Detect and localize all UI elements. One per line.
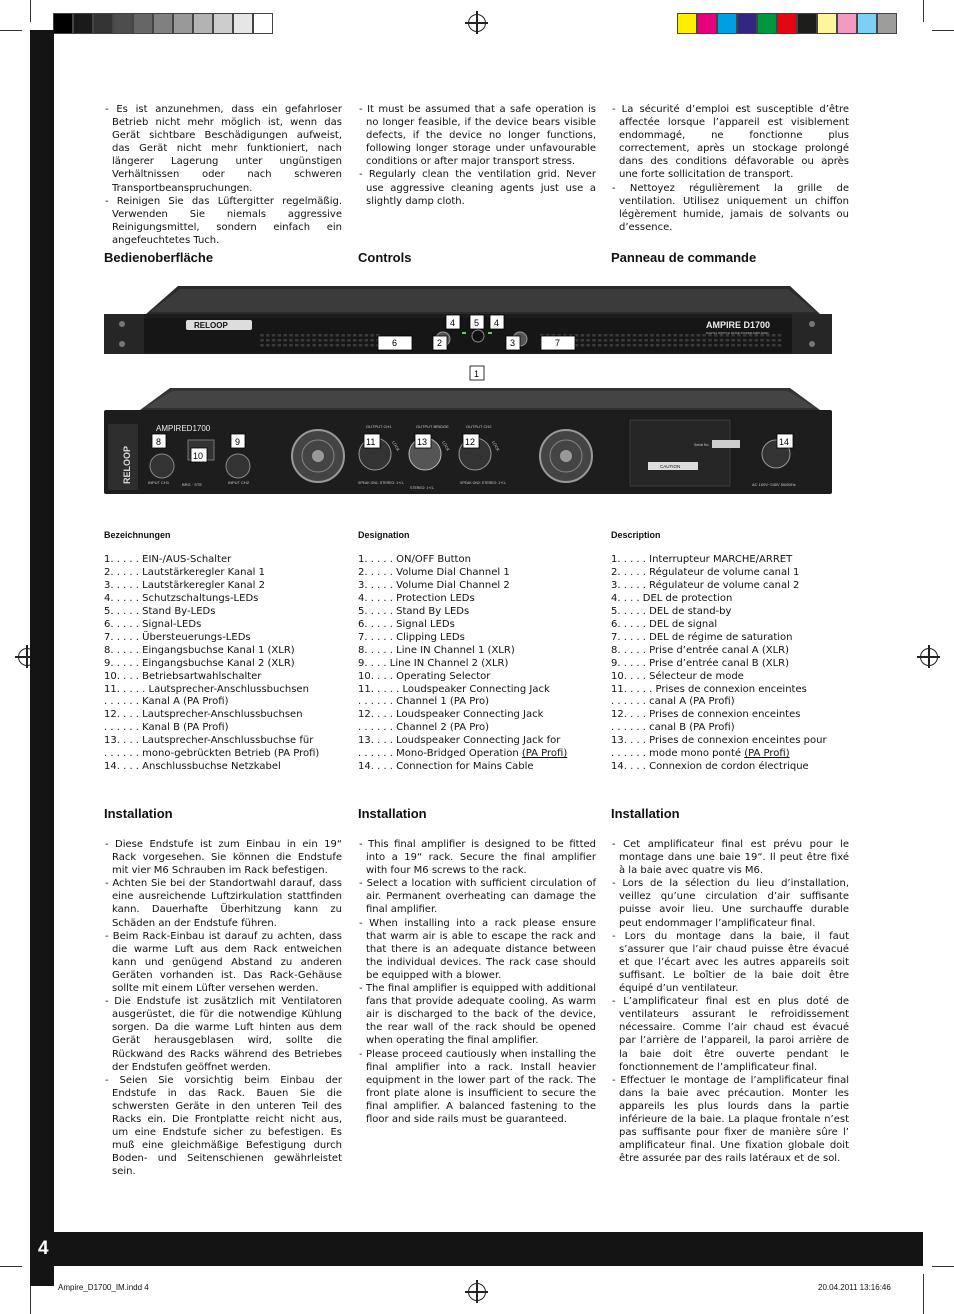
designation-list-de [104,554,319,774]
list-item: . . . . . . Mono-Bridged Operation (PA Profi) [358,748,568,760]
intro-de: - Es ist anzunehmen, dass ein gefahrloser Betrieb nicht mehr möglich ist, wenn das Gerät sichtbare Beschädigungen aufweist, das Gerät nicht mehr funktioniert, nach längerer Lagerung unter ungünstigen Verhältnissen oder nach schweren Transportbeanspruchungen. - Reinigen Sie das Lüftergitter regelmäßig. Verwenden Sie niemals aggressive Reinigungsmittel, sondern einfach ein angefeuchtetes Tuch. [105,104,342,246]
color-swatch [757,13,777,34]
list-item: . . . . . . canal A (PA Profi) [611,696,735,708]
rear-mains: AC 100V~240V 50/60Hz [752,482,796,487]
list-item-underlined: (PA Profi) [521,748,568,760]
list-item: 2. . . . . Régulateur de volume canal 1 [611,566,800,578]
footer-datetime: 20.04.2011 13:16:46 [818,1283,891,1292]
callout-2: 2 [437,338,443,348]
callout-5: 5 [474,318,480,328]
rear-model-name: AMPIRED1700 [156,424,211,433]
callout-10: 10 [193,451,204,461]
front-panel-view [104,286,832,354]
designation-list-en [358,554,567,774]
list-item: 11. . . . . Lautsprecher-Anschlussbuchsen [104,683,309,695]
color-swatch [213,13,233,34]
intro-fr: - La sécurité d’emploi est susceptible d’être affectée lorsque l’appareil est visiblement endommagé, ne fonctionne plus correctement, après un stockage prolongé dans des conditions défavorable ou après une forte sollicitation de transport. - Nettoyez régulièrement la grille de ventilation. Utilisez uniquement un chiffon légèrement humide, jamais de solvants ou d’essence. [612,104,849,233]
rear-speakon-1: SPEAK ON1: STEREO: 1+/1- [358,481,405,485]
color-swatch [53,13,73,34]
color-swatch [797,13,817,34]
color-swatch [153,13,173,34]
list-item: 13. . . . Lautsprecher-Anschlussbuchse für [104,735,314,747]
color-swatch [253,13,273,34]
color-swatch [697,13,717,34]
list-item: 7. . . . . DEL de régime de saturation [611,631,793,643]
list-item: 3. . . . . Régulateur de volume canal 2 [611,579,800,591]
list-item: 10. . . . Operating Selector [358,670,491,682]
list-item: 10. . . . Sélecteur de mode [611,670,744,682]
heading-controls-de: Bedienoberfläche [104,250,214,265]
color-swatch [777,13,797,34]
color-swatch [113,13,133,34]
list-item: 14. . . . Connexion de cordon électrique [611,761,809,773]
list-item: 3. . . . . Volume Dial Channel 2 [358,579,510,591]
page-number: 4 [38,1238,49,1259]
list-item: 8. . . . . Line IN Channel 1 (XLR) [358,644,515,656]
callout-12: 12 [465,437,476,447]
install-fr: - Cet amplificateur final est prévu pour le montage dans une baie 19“. Il peut être fixé à la baie avec quatre vis M6. - Lors de la sélection du lieu d’installation, veillez qu’une circulation d’air suffisante puisse avoir lieu. Une surchauffe durable peut endommager l’amplificateur final. - Lors du montage dans la baie, il faut s’assurer que l’air chaud puisse être évacué et que l’écart avec les autres appareils soit suffisant. Le boîtier de la baie doit être équipé d’un ventilateur. - L’amplificateur final est en plus doté de ventilateurs assurant le refroidissement nécessaire. Comme l’air chaud est évacué par l’arrière de l’appareil, la paroi arrière de la baie doit être ouverte pendant le fonctionnement de l’amplificateur final. - Effectuer le montage de l’amplificateur final dans la baie avec précaution. Monter les appareils les plus lourds dans la partie inférieure de la baie. La plaque frontale n’est pas suffisante pour fixer de manière sûre l’ amplificateur final. Une fixation globale doit être assurée par des rails latéraux et de sol. [612,839,849,1165]
callout-11: 11 [366,437,376,447]
list-item: 4. . . . . Schutzschaltungs-LEDs [104,592,259,604]
list-item: 2. . . . . Lautstärkeregler Kanal 1 [104,566,265,578]
registration-mark-bottom [468,1283,486,1301]
rear-output-a: OUTPUT CH1 [366,424,392,429]
heading-controls-en: Controls [358,250,412,265]
callout-9: 9 [235,437,241,447]
list-item: . . . . . . Channel 2 (PA Pro) [358,722,489,734]
heading-list-en: Designation [358,530,410,540]
heading-install-fr: Installation [611,806,680,821]
list-item: 3. . . . . Lautstärkeregler Kanal 2 [104,579,265,591]
heading-list-de: Bezeichnungen [104,530,171,540]
rear-speakon-bridge: STEREO: 1+/1- [410,486,435,490]
front-model-name: AMPIRE D1700 [706,320,771,330]
callout-1: 1 [474,369,480,379]
page-side-bar [30,30,54,1286]
list-item: 7. . . . . Clipping LEDs [358,631,465,643]
designation-list-fr [611,554,827,774]
color-swatch [93,13,113,34]
registration-mark-top [468,14,486,32]
list-item: . . . . . . Channel 1 (PA Pro) [358,696,489,708]
amplifier-figure [100,284,850,506]
list-item: 12. . . . Loudspeaker Connecting Jack [358,709,544,721]
intro-en: - It must be assumed that a safe operation is no longer feasible, if the device bears visible defects, if the device no longer functions, following longer storage under unfavourable conditions or after major transport stress. - Regularly clean the ventilation grid. Never use aggressive cleaning agents just use a slightly damp cloth. [359,104,596,207]
callout-4a: 4 [450,318,456,328]
list-item: . . . . . . Kanal A (PA Profi) [104,696,229,708]
list-item: . . . . . . mono-gebrückten Betrieb (PA Profi) [104,748,320,760]
list-item: 7. . . . . Übersteuerungs-LEDs [104,631,251,643]
callout-7: 7 [555,338,561,348]
rear-output-bridge: OUTPUT BRIDGE [416,424,449,429]
list-item: 8. . . . . Eingangsbuchse Kanal 1 (XLR) [104,644,295,656]
list-item: 11. . . . . Prises de connexion enceintes [611,683,807,695]
front-brand-logo: RELOOP [194,321,228,330]
rear-mode-selector: BRG · STE [182,482,203,487]
rear-output-b: OUTPUT CH2 [466,424,492,429]
list-item: 8. . . . . Prise d’entrée canal A (XLR) [611,644,789,656]
rear-lock-b: LOCK [491,440,501,452]
list-item: 4. . . . DEL de protection [611,592,733,604]
list-item: 9. . . . . Eingangsbuchse Kanal 2 (XLR) [104,657,295,669]
callout-14: 14 [779,437,790,447]
callout-13: 13 [417,437,428,447]
callout-3: 3 [510,338,516,348]
color-swatch [173,13,193,34]
heading-install-de: Installation [104,806,173,821]
color-swatch [133,13,153,34]
rear-speakon-2: SPEAK ON2: STEREO: 1+/1- [460,481,507,485]
color-swatch [73,13,93,34]
front-model-subtitle: DIGITAL SWITCH MODE POWER AMPLIFIER [706,331,769,335]
rear-input-2: INPUT CH2 [228,480,250,485]
crop-mark [923,1274,924,1314]
color-swatch [233,13,253,34]
crop-mark [923,0,924,22]
list-item: 13. . . . Loudspeaker Connecting Jack for [358,735,561,747]
crop-mark [0,1266,22,1267]
list-item: 5. . . . . Stand By LEDs [358,605,470,617]
callout-6: 6 [392,338,398,348]
list-item: 10. . . . Betriebsartwahlschalter [104,670,262,682]
list-item-underlined: (PA Profi) [744,748,790,760]
color-swatch [857,13,877,34]
install-de: - Diese Endstufe ist zum Einbau in ein 19“ Rack vorgesehen. Sie können die Endstufe mit vier M6 Schrauben im Rack befestigen. - Achten Sie bei der Standortwahl darauf, dass eine ausreichende Luftzirkulation stattfinden kann. Dauerhafte Überhitzung kann zu Schäden an der Endstufe führen. - Beim Rack-Einbau ist darauf zu achten, dass die warme Luft aus dem Rack entweichen kann und genügend Abstand zu anderen Geräten vorhanden ist. Das Rack-Gehäuse sollte mit einem Lüfter versehen werden. - Die Endstufe ist zusätzlich mit Ventilatoren ausgerüstet, die für die notwendige Kühlung sorgen. Da die warme Luft hinten aus dem Gerät herausgeblasen wird, sollte die Rückwand des Racks während des Betriebes der Endstufen geöffnet werden. - Seien Sie vorsichtig beim Einbau der Endstufe in das Rack. Bauen Sie die schwersten Geräte in den unteren Teil des Racks ein. Die Frontplatte reicht nicht aus, um eine Endstufe sicher zu befestigen. Es muß eine gleichmäßige Befestigung durch Boden- und Seitenschienen gewährleistet sein. [105,839,342,1178]
color-swatch [677,13,697,34]
list-item: 6. . . . . DEL de signal [611,618,718,630]
registration-mark-right [920,648,938,666]
list-item: 1. . . . . EIN-/AUS-Schalter [104,554,232,565]
page-bottom-bar [30,1232,923,1266]
list-item: . . . . . . mode mono ponté (PA Profi) [611,748,790,760]
crop-mark [30,0,31,22]
heading-controls-fr: Panneau de commande [611,250,757,265]
list-item: 6. . . . . Signal LEDs [358,618,455,630]
heading-install-en: Installation [358,806,427,821]
gray-color-bar [53,13,273,34]
rear-lock-a: LOCK [391,440,401,452]
color-swatch [817,13,837,34]
rear-input-1: INPUT CH1 [148,480,170,485]
install-en: - This final amplifier is designed to be fitted into a 19“ rack. Secure the final amplifier with four M6 screws to the rack. - Select a location with sufficient circulation of air. Permanent overheating can damage the final amplifier. - When installing into a rack please ensure that warm air is able to escape the rack and that there is an adequate distance between the individual devices. The rack case should be equipped with a blower. - The final amplifier is equipped with additional fans that provide adequate cooling. As warm air is discharged to the back of the device, the rear wall of the rack should be opened when operating the final amplifier. - Please proceed cautiously when installing the final amplifier into a rack. Install heavier equipment in the lower part of the rack. The front plate alone is insufficient to secure the final amplifier. A balanced fastening to the floor and side rails must be guaranteed. [359,839,596,1125]
list-item: 9. . . . Line IN Channel 2 (XLR) [358,657,509,669]
list-item: 1. . . . . ON/OFF Button [358,554,471,565]
list-item: 13. . . . Prises de connexion enceintes pour [611,735,827,747]
list-item: 5. . . . . Stand By-LEDs [104,605,216,617]
list-item: 6. . . . . Signal-LEDs [104,618,202,630]
heading-list-fr: Description [611,530,661,540]
rear-brand-logo: RELOOP [122,445,132,484]
list-item: 12. . . . Lautsprecher-Anschlussbuchsen [104,709,303,721]
rear-lock-bridge: LOCK [441,440,451,452]
list-item: 9. . . . . Prise d’entrée canal B (XLR) [611,657,790,669]
list-item: 14. . . . Anschlussbuchse Netzkabel [104,761,281,773]
color-swatch [877,13,897,34]
list-item: 4. . . . . Protection LEDs [358,592,475,604]
list-item: 1. . . . . Interrupteur MARCHE/ARRET [611,554,793,565]
crop-mark [932,1266,954,1267]
color-swatch [717,13,737,34]
list-item: 14. . . . Connection for Mains Cable [358,761,534,773]
list-item: . . . . . . canal B (PA Profi) [611,722,735,734]
rear-serial: Serial No. [694,443,710,447]
list-item: 5. . . . . DEL de stand-by [611,605,732,617]
list-item: 11. . . . . Loudspeaker Connecting Jack [358,683,550,695]
process-color-bar [677,13,897,34]
footer-filename: Ampire_D1700_IM.indd 4 [58,1283,149,1292]
list-item: . . . . . . Kanal B (PA Profi) [104,722,229,734]
list-item: 2. . . . . Volume Dial Channel 1 [358,566,510,578]
color-swatch [837,13,857,34]
color-swatch [737,13,757,34]
list-item: 12. . . . Prises de connexion enceintes [611,709,801,721]
color-swatch [193,13,213,34]
crop-mark [0,30,22,31]
callout-8: 8 [156,437,162,447]
callout-4b: 4 [494,318,500,328]
crop-mark [932,30,954,31]
rear-caution: CAUTION [660,464,681,469]
